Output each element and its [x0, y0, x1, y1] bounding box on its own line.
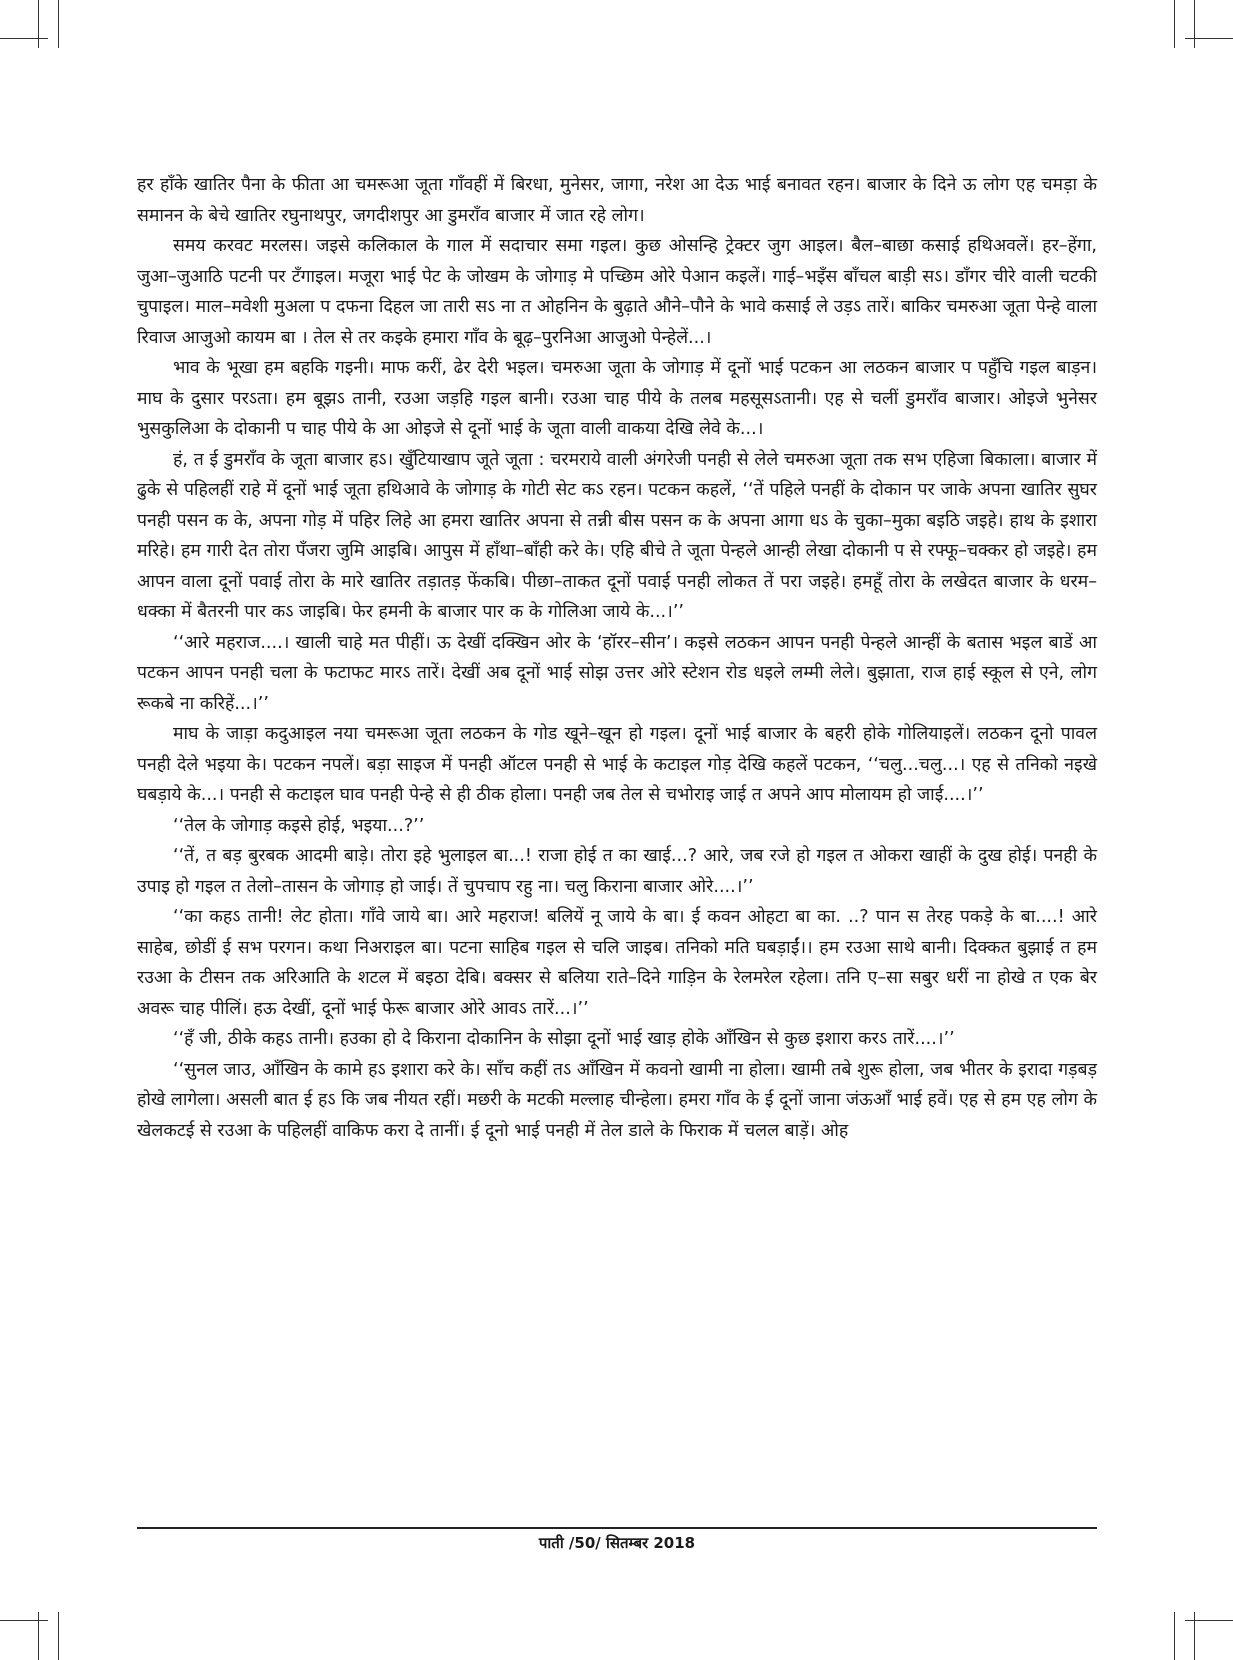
- paragraph: ‘‘तेल के जोगाड़ कइसे होई, भइया...?’’: [173, 815, 425, 836]
- paragraph: समय करवट मरलस। जइसे कलिकाल के गाल में सदाचार समा गइल। कुछ ओसन्हि ट्रेक्टर जुग आइल। बैल–बाछा कसाई हथिअवलें। हर–हेंगा, जुआ–जुआठि पटनी पर टँगाइल। मजूरा भाई पेट के जोखम के जोगाड़ मे पच्छिम ओरे पेआन कइलें। गाई–भइँस बाँचल बाड़ी सऽ। डाँगर चीरे वाली चटकी चुपाइल। माल–मवेशी मुअला प दफना दिहल जा तारी सऽ ना त ओहनिन के बुढ़ाते औने–पौने के भावे कसाई ले उड़ऽ तारें। बाकिर चमरुआ जूता पेन्हे वाला रिवाज आजुओ कायम बा । तेल से तर कइके हमारा गाँव के बूढ़–पुरनिआ आजुओ पेन्हेलें...।: [137, 236, 1097, 348]
- paragraph: माघ के जाड़ा कदुआइल नया चमरूआ जूता लठकन के गोड खूने–खून हो गइल। दूनों भाई बाजार के बहरी होके गोलियाइलें। लठकन दूनो पावल पनही देले भइया के। पटकन नपलें। बड़ा साइज में पनही ऑटल पनही से भाई के कटाइल गोड़ देखि कहलें पटकन, ‘‘चलु...चलु...। एह से तनिको नइखे घबड़ाये के...। पनही से कटाइल घाव पनही पेन्हे से ही ठीक होला। पनही जब तेल से चभोराइ जाई त अपने आप मोलायम हो जाई....।’’: [137, 724, 1097, 805]
- footer-divider: [137, 1527, 1097, 1529]
- crop-mark: [0, 1620, 48, 1621]
- page-footer: पाती /50/ सितम्बर 2018: [538, 1534, 696, 1552]
- paragraph: ‘‘तें, त बड़ बुरबक आदमी बाड़े। तोरा इहे भुलाइल बा...! राजा होई त का खाई...? आरे, जब रजे हो गइल त ओकरा खाहीं के दुख होई। पनही के उपाइ हो गइल त तेलो–तासन के जोगाड़ हो जाई। तें चुपचाप रहु ना। चलु किराना बाजार ओरे....।’’: [137, 846, 1097, 897]
- crop-mark: [38, 0, 39, 48]
- paragraph: ‘‘आरे महराज....। खाली चाहे मत पीहीं। ऊ देखीं दक्खिन ओर के ‘हॉरर–सीन’। कइसे लठकन आपन पनही पेन्हले आन्हीं के बतास भइल बाडें आ पटकन आपन पनही चला के फटाफट मारऽ तारें। देखीं अब दूनों भाई सोझ उत्तर ओरे स्टेशन रोड धइले लम्मी लेले। बुझाता, राज हाई स्कूल से एने, लोग रूकबे ना करिहें...।’’: [137, 632, 1097, 714]
- crop-mark: [1174, 1612, 1175, 1660]
- crop-mark: [1194, 0, 1195, 48]
- paragraph: हर हाँके खातिर पैना के फीता आ चमरूआ जूता गाँवहीं में बिरधा, मुनेसर, जागा, नरेश आ देऊ भाई बनावत रहन। बाजार के दिने ऊ लोग एह चमड़ा के समानन के बेचे खातिर रघुनाथपुर, जगदीशपुर आ डुमराँव बाजार में जात रहे लोग।: [137, 175, 1097, 226]
- paragraph: ‘‘हँ जी, ठीके कहऽ तानी। हउका हो दे किराना दोकानिन के सोझा दूनों भाई खाड़ होके आँखिन से कुछ इशारा करऽ तारें....।’’: [173, 1029, 955, 1049]
- paragraph: ‘‘का कहऽ तानी! लेट होता। गाँवे जाये बा। आरे महराज! बलियें नू जाये के बा। ई कवन ओहटा बा का. ..? पान स तेरह पकड़े के बा....! आरे साहेब, छोडीं ई सभ परगन। कथा निअराइल बा। पटना साहिब गइल से चलि जाइब। तनिको मति घबड़ाईं।। हम रउआ साथे बानी। दिक्कत बुझाई त हम रउआ के टीसन तक अरिआति के शटल में बइठा देबि। बक्सर से बलिया राते–दिने गाड़िन के रेलमरेल रहेला। तनि ए–सा सबुर धरीं ना होखे त एक बेर अवरू चाह पीलिं। हऊ देखीं, दूनों भाई फेरू बाजार ओरे आवऽ तारें...।’’: [137, 907, 1097, 1019]
- article-body: [137, 170, 1097, 1146]
- paragraph: ‘‘सुनल जाउ, आँखिन के कामे हऽ इशारा करे के। साँच कहीं तऽ आँखिन में कवनो खामी ना होला। खामी तबे शुरू होला, जब भीतर के इरादा गड़बड़ होखे लागेला। असली बात ई हऽ कि जब नीयत रहीं। मछरी के मटकी मल्लाह चीन्हेला। हमरा गाँव के ई दूनों जाना जंऊआँ भाई हवें। एह से हम एह लोग के खेलकटई से रउआ के पहिलहीं वाकिफ करा दे तानीं। ई दूनो भाई पनही में तेल डाले के फिराक में चलल बाड़ें। ओह: [137, 1059, 1097, 1141]
- paragraph: भाव के भूखा हम बहकि गइनी। माफ करीं, ढेर देरी भइल। चमरुआ जूता के जोगाड़ में दूनों भाई पटकन आ लठकन बाजार प पहुँचि गइल बाड़न। माघ के दुसार परऽता। हम बूझऽ तानी, रउआ जड़हि गइल बानी। रउआ चाह पीये के तलब महसूसऽतानी। एह से चलीं डुमराँव बाजार। ओइजे भुनेसर भुसकुलिआ के दोकानी प चाह पीये के आ ओइजे से दूनों भाई के जूता वाली वाकया देखि लेवे के...।: [137, 358, 1097, 439]
- crop-mark: [58, 0, 59, 48]
- paragraph: हं, त ई डुमराँव के जूता बाजार हऽ। खुँटियाखाप जूते जूता : चरमराये वाली अंगरेजी पनही से लेले चमरुआ जूता तक सभ एहिजा बिकाला। बाजार में ढुके से पहिलहीं राहे में दूनों भाई जूता हथिआवे के जोगाड़ के गोटी सेट कऽ रहन। पटकन कहलें, ‘‘तें पहिले पनहीं के दोकान पर जाके अपना खातिर सुघर पनही पसन क के, अपना गोड़ में पहिर लिहे आ हमरा खातिर अपना से तन्नी बीस पसन क के अपना आगा धऽ के चुका–मुका बइठि जइहे। हाथ के इशारा मरिहे। हम गारी देत तोरा पँजरा जुमि आइबि। आपुस में हाँथा–बाँही करे के। एहि बीचे ते जूता पेन्हले आन्ही लेखा दोकानी प से रफ्फू–चक्कर हो जइहे। हम आपन वाला दूनों पवाई तोरा के मारे खातिर तड़ातड़ फेंकबि। पीछा–ताकत दूनों पवाई पनही लोकत तें परा जइहे। हमहूँ तोरा के लखेदत बाजार के धरम–धक्का में बैतरनी पार कऽ जाइबि। फेर हमनी के बाजार पार क के गोलिआ जाये के...।’’: [137, 449, 1097, 622]
- crop-mark: [58, 1612, 59, 1660]
- crop-mark: [0, 38, 48, 39]
- crop-mark: [1185, 38, 1233, 39]
- crop-mark: [1185, 1620, 1233, 1621]
- crop-mark: [1174, 0, 1175, 48]
